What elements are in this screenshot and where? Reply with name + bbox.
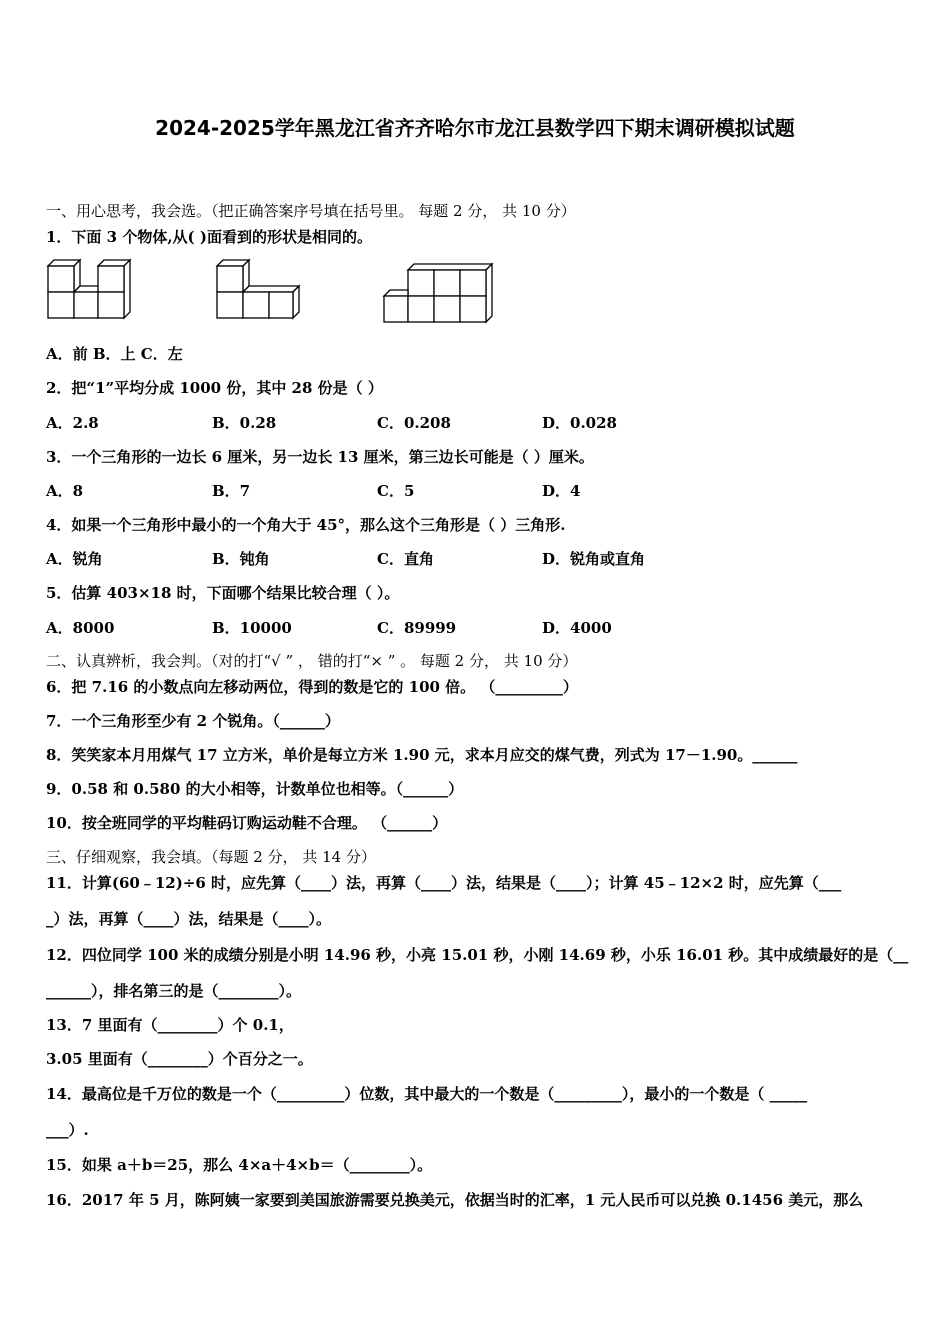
question-10: 10．按全班同学的平均鞋码订购运动鞋不合理。 （______）	[46, 814, 448, 832]
question-11-line-2: _）法，再算（____）法，结果是（____）。	[46, 910, 332, 928]
question-7: 7．一个三角形至少有 2 个锐角。（______）	[46, 712, 340, 730]
section-3-heading: 三、仔细观察，我会填。（每题 2 分， 共 14 分）	[46, 848, 376, 866]
question-9: 9．0.58 和 0.580 的大小相等，计数单位也相等。（______）	[46, 780, 464, 798]
cube-figure-2	[213, 258, 309, 324]
question-12-line-2: ______），排名第三的是（________）。	[46, 982, 302, 1000]
question-5: 5．估算 403×18 时，下面哪个结果比较合理（ ）。	[46, 584, 400, 602]
page-title: 2024-2025学年黑龙江省齐齐哈尔市龙江县数学四下期末调研模拟试题	[155, 116, 795, 140]
question-16: 16．2017 年 5 月，陈阿姨一家要到美国旅游需要兑换美元，依据当时的汇率，1 元人民币可以兑换 0.1456 美元，那么	[46, 1191, 864, 1209]
q2-option-b: B．0.28	[212, 414, 277, 432]
question-14-line-2: ___）.	[46, 1121, 89, 1139]
question-14-line-1: 14．最高位是千万位的数是一个（_________）位数，其中最大的一个数是（_________），最小的一个数是（ _____	[46, 1085, 808, 1103]
q5-option-b: B．10000	[212, 619, 292, 637]
question-6: 6．把 7.16 的小数点向左移动两位，得到的数是它的 100 倍。 （_________）	[46, 678, 578, 696]
q3-option-b: B．7	[212, 482, 251, 500]
question-2: 2．把“1”平均分成 1000 份，其中 28 份是（ ）	[46, 379, 383, 397]
cube-figure-1	[44, 258, 140, 324]
q4-option-b: B．钝角	[212, 550, 270, 568]
q3-option-c: C．5	[377, 482, 415, 500]
cube-figure-3	[380, 262, 498, 328]
q4-option-d: D．锐角或直角	[542, 550, 646, 568]
section-1-heading: 一、用心思考，我会选。（把正确答案序号填在括号里。 每题 2 分， 共 10 分）	[46, 202, 576, 220]
q4-option-c: C．直角	[377, 550, 434, 568]
question-1: 1．下面 3 个物体,从( )面看到的形状是相同的。	[46, 228, 372, 246]
q5-option-c: C．89999	[377, 619, 457, 637]
q5-option-a: A．8000	[46, 619, 115, 637]
q3-option-a: A．8	[46, 482, 84, 500]
q2-option-a: A．2.8	[46, 414, 99, 432]
q3-option-d: D．4	[542, 482, 581, 500]
question-3: 3．一个三角形的一边长 6 厘米，另一边长 13 厘米，第三边长可能是（ ）厘米。	[46, 448, 594, 466]
q2-option-c: C．0.208	[377, 414, 451, 432]
question-1-options: A．前 B．上 C．左	[46, 345, 183, 363]
question-11-line-1: 11．计算(60﹣12)÷6 时，应先算（____）法，再算（____）法，结果是（____）；计算 45﹣12×2 时，应先算（___	[46, 874, 842, 892]
question-15: 15．如果 a＋b＝25，那么 4×a＋4×b＝（________）。	[46, 1156, 433, 1174]
question-13-line-2: 3.05 里面有（________）个百分之一。	[46, 1050, 313, 1068]
section-2-heading: 二、认真辨析，我会判。（对的打“√ ” ， 错的打“× ” 。 每题 2 分， 共 10 分）	[46, 652, 578, 670]
q4-option-a: A．锐角	[46, 550, 103, 568]
question-13-line-1: 13．7 里面有（________）个 0.1，	[46, 1016, 294, 1034]
q5-option-d: D．4000	[542, 619, 612, 637]
question-4: 4．如果一个三角形中最小的一个角大于 45°，那么这个三角形是（ ）三角形.	[46, 516, 566, 534]
q2-option-d: D．0.028	[542, 414, 617, 432]
question-12-line-1: 12．四位同学 100 米的成绩分别是小明 14.96 秒，小亮 15.01 秒，小刚 14.69 秒，小乐 16.01 秒。其中成绩最好的是（__	[46, 946, 909, 964]
question-8: 8．笑笑家本月用煤气 17 立方米，单价是每立方米 1.90 元，求本月应交的煤气费，列式为 17－1.90。______	[46, 746, 798, 764]
